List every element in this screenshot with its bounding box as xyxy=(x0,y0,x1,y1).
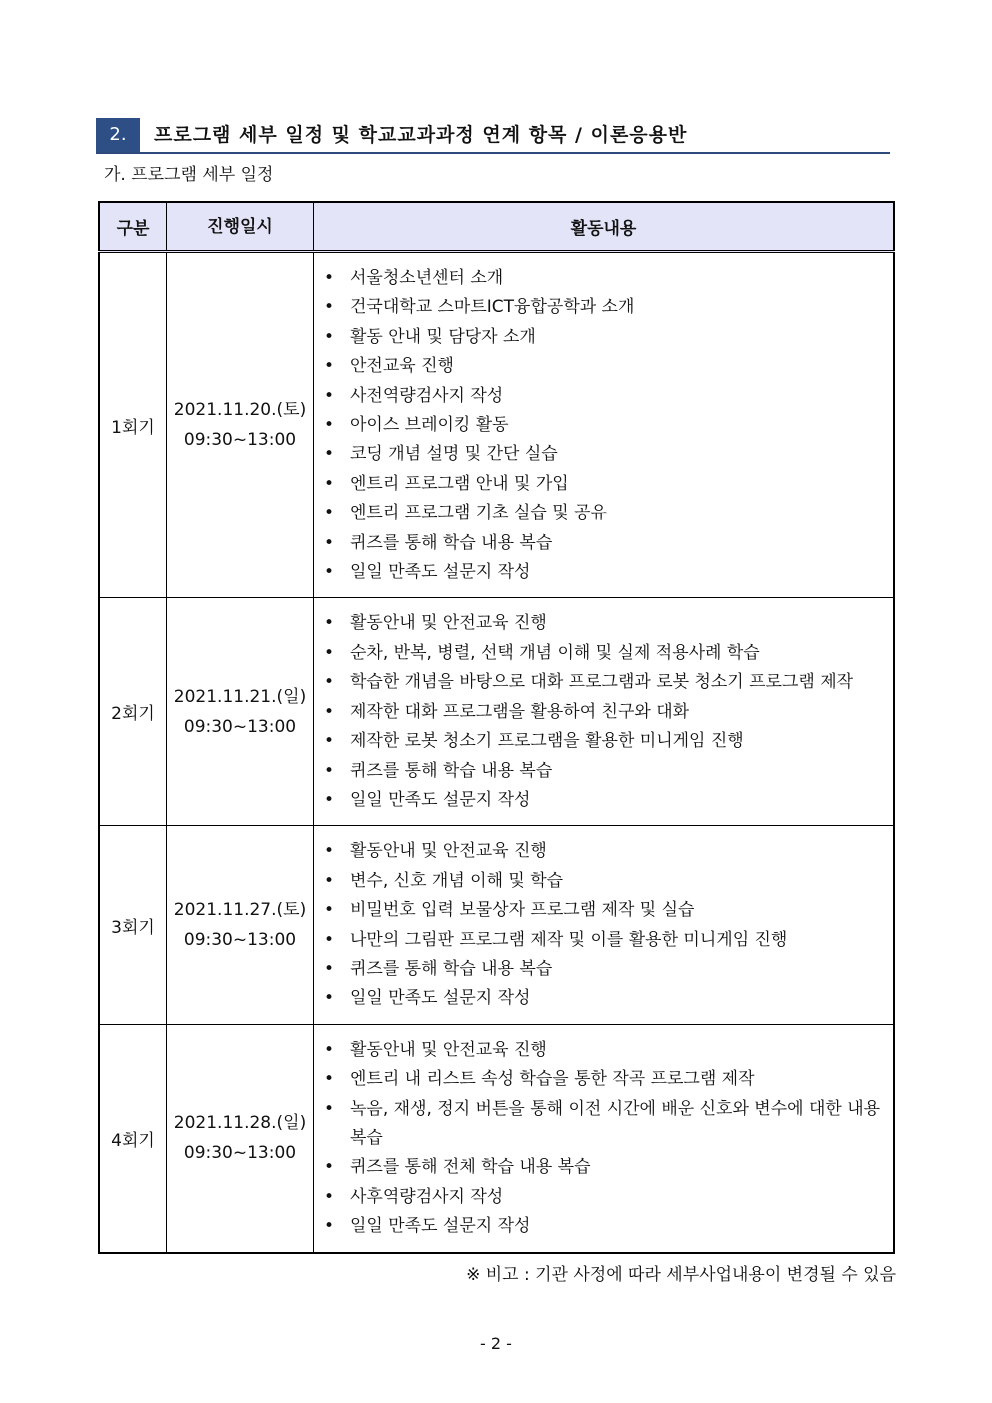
header-date: 진행일시 xyxy=(167,202,314,252)
list-item xyxy=(324,470,887,499)
activity-list xyxy=(314,1025,893,1252)
session-time: 09:30~13:00 xyxy=(183,1143,297,1164)
bullet-icon: • xyxy=(324,613,335,634)
activity-text: 나만의 그림판 프로그램 제작 및 이를 활용한 미니게임 진행 xyxy=(350,929,788,950)
activities-cell xyxy=(314,1024,895,1252)
activity-text: 엔트리 프로그램 기초 실습 및 공유 xyxy=(350,503,607,524)
bullet-icon: • xyxy=(324,929,335,950)
list-item xyxy=(324,896,887,925)
activity-text: 학습한 개념을 바탕으로 대화 프로그램과 로봇 청소기 프로그램 제작 xyxy=(350,672,854,693)
activity-text: 활동 안내 및 담당자 소개 xyxy=(350,326,536,347)
bullet-icon: • xyxy=(324,1069,335,1090)
list-item xyxy=(324,440,887,469)
schedule-body xyxy=(99,252,894,1253)
list-item xyxy=(324,926,887,955)
table-header-row xyxy=(99,202,894,252)
session-cell: 3회기 xyxy=(99,826,167,1024)
list-item xyxy=(324,323,887,352)
section-number: 2. xyxy=(96,118,140,152)
activities-cell xyxy=(314,826,895,1024)
bullet-icon: • xyxy=(324,672,335,693)
activity-text: 녹음, 재생, 정지 버튼을 통해 이전 시간에 배운 신호와 변수에 대한 내용 복습 xyxy=(350,1098,881,1148)
section-title: 프로그램 세부 일정 및 학교교과과정 연계 항목 / 이론응용반 xyxy=(154,124,688,146)
activity-text: 퀴즈를 통해 학습 내용 복습 xyxy=(350,958,553,979)
bullet-icon: • xyxy=(324,268,335,288)
header-activities: 활동내용 xyxy=(314,202,895,252)
table-row xyxy=(99,826,894,1024)
session-date: 2021.11.27.(토) xyxy=(173,900,307,921)
subsection-title: 가. 프로그램 세부 일정 xyxy=(104,165,274,185)
bullet-icon: • xyxy=(324,562,335,583)
bullet-icon: • xyxy=(324,870,335,891)
activity-text: 일일 만족도 설문지 작성 xyxy=(350,988,531,1009)
activity-text: 변수, 신호 개념 이해 및 학습 xyxy=(350,870,564,891)
list-item xyxy=(324,293,887,322)
remark-note: ※ 비고 : 기관 사정에 따라 세부사업내용이 변경될 수 있음 xyxy=(466,1265,896,1285)
bullet-icon: • xyxy=(324,415,335,436)
list-item xyxy=(324,529,887,558)
bullet-icon: • xyxy=(324,1039,335,1060)
list-item xyxy=(324,499,887,528)
session-time: 09:30~13:00 xyxy=(183,716,297,737)
list-item xyxy=(324,698,887,727)
bullet-icon: • xyxy=(324,841,335,862)
bullet-icon: • xyxy=(324,789,335,810)
list-item xyxy=(324,558,887,587)
list-item xyxy=(324,609,887,638)
activity-text: 건국대학교 스마트ICT융합공학과 소개 xyxy=(350,297,635,318)
list-item xyxy=(324,786,887,815)
activity-text: 안전교육 진행 xyxy=(350,356,454,377)
bullet-icon: • xyxy=(324,356,335,377)
bullet-icon: • xyxy=(324,958,335,979)
activity-text: 일일 만족도 설문지 작성 xyxy=(350,562,531,583)
activity-text: 활동안내 및 안전교육 진행 xyxy=(350,1039,547,1060)
list-item xyxy=(324,867,887,896)
activity-list xyxy=(314,253,893,597)
schedule-table xyxy=(98,201,895,1254)
header-session: 구분 xyxy=(99,202,167,252)
session-cell: 2회기 xyxy=(99,598,167,826)
bullet-icon: • xyxy=(324,326,335,347)
bullet-icon: • xyxy=(324,1098,335,1119)
bullet-icon: • xyxy=(324,701,335,722)
session-cell: 4회기 xyxy=(99,1024,167,1252)
activity-text: 일일 만족도 설문지 작성 xyxy=(350,789,531,810)
bullet-icon: • xyxy=(324,1216,335,1237)
activity-text: 제작한 로봇 청소기 프로그램을 활용한 미니게임 진행 xyxy=(350,731,744,752)
bullet-icon: • xyxy=(324,988,335,1009)
activity-text: 제작한 대화 프로그램을 활용하여 친구와 대화 xyxy=(350,701,690,722)
session-date: 2021.11.21.(일) xyxy=(173,686,307,707)
table-row xyxy=(99,252,894,598)
list-item xyxy=(324,757,887,786)
bullet-icon: • xyxy=(324,473,335,494)
list-item xyxy=(324,382,887,411)
activity-text: 일일 만족도 설문지 작성 xyxy=(350,1216,531,1237)
bullet-icon: • xyxy=(324,1157,335,1178)
section-header xyxy=(96,118,890,154)
table-row xyxy=(99,598,894,826)
bullet-icon: • xyxy=(324,532,335,553)
session-date: 2021.11.28.(일) xyxy=(173,1113,307,1134)
activity-text: 퀴즈를 통해 학습 내용 복습 xyxy=(350,532,553,553)
list-item xyxy=(324,1036,887,1065)
activity-list xyxy=(314,826,893,1023)
activity-text: 활동안내 및 안전교육 진행 xyxy=(350,613,547,634)
bullet-icon: • xyxy=(324,642,335,663)
list-item xyxy=(324,1095,887,1154)
activity-text: 퀴즈를 통해 학습 내용 복습 xyxy=(350,760,553,781)
bullet-icon: • xyxy=(324,1186,335,1207)
activity-text: 코딩 개념 설명 및 간단 실습 xyxy=(350,444,558,465)
list-item xyxy=(324,984,887,1013)
list-item xyxy=(324,727,887,756)
table-row xyxy=(99,1024,894,1252)
session-time: 09:30~13:00 xyxy=(183,430,297,451)
session-cell: 1회기 xyxy=(99,252,167,598)
activity-text: 퀴즈를 통해 전체 학습 내용 복습 xyxy=(350,1157,591,1178)
date-cell xyxy=(167,598,314,826)
list-item xyxy=(324,1183,887,1212)
activities-cell xyxy=(314,598,895,826)
bullet-icon: • xyxy=(324,503,335,524)
activity-text: 사전역량검사지 작성 xyxy=(350,385,504,406)
list-item xyxy=(324,955,887,984)
list-item xyxy=(324,411,887,440)
bullet-icon: • xyxy=(324,900,335,921)
list-item xyxy=(324,837,887,866)
date-cell xyxy=(167,826,314,1024)
list-item xyxy=(324,264,887,293)
activity-list xyxy=(314,598,893,825)
page-number: - 2 - xyxy=(480,1334,512,1353)
date-cell xyxy=(167,252,314,598)
date-cell xyxy=(167,1024,314,1252)
bullet-icon: • xyxy=(324,731,335,752)
activity-text: 순차, 반복, 병렬, 선택 개념 이해 및 실제 적용사례 학습 xyxy=(350,642,760,663)
list-item xyxy=(324,1153,887,1182)
list-item xyxy=(324,1065,887,1094)
bullet-icon: • xyxy=(324,385,335,406)
activity-text: 아이스 브레이킹 활동 xyxy=(350,415,509,436)
list-item xyxy=(324,668,887,697)
list-item xyxy=(324,639,887,668)
list-item xyxy=(324,352,887,381)
activity-text: 사후역량검사지 작성 xyxy=(350,1186,504,1207)
session-date: 2021.11.20.(토) xyxy=(173,400,307,421)
list-item xyxy=(324,1212,887,1241)
session-time: 09:30~13:00 xyxy=(183,930,297,951)
activity-text: 엔트리 내 리스트 속성 학습을 통한 작곡 프로그램 제작 xyxy=(350,1069,755,1090)
activities-cell xyxy=(314,252,895,598)
activity-text: 엔트리 프로그램 안내 및 가입 xyxy=(350,473,569,494)
activity-text: 비밀번호 입력 보물상자 프로그램 제작 및 실습 xyxy=(350,900,695,921)
bullet-icon: • xyxy=(324,297,335,318)
bullet-icon: • xyxy=(324,444,335,465)
activity-text: 활동안내 및 안전교육 진행 xyxy=(350,841,547,862)
bullet-icon: • xyxy=(324,760,335,781)
activity-text: 서울청소년센터 소개 xyxy=(350,268,504,288)
